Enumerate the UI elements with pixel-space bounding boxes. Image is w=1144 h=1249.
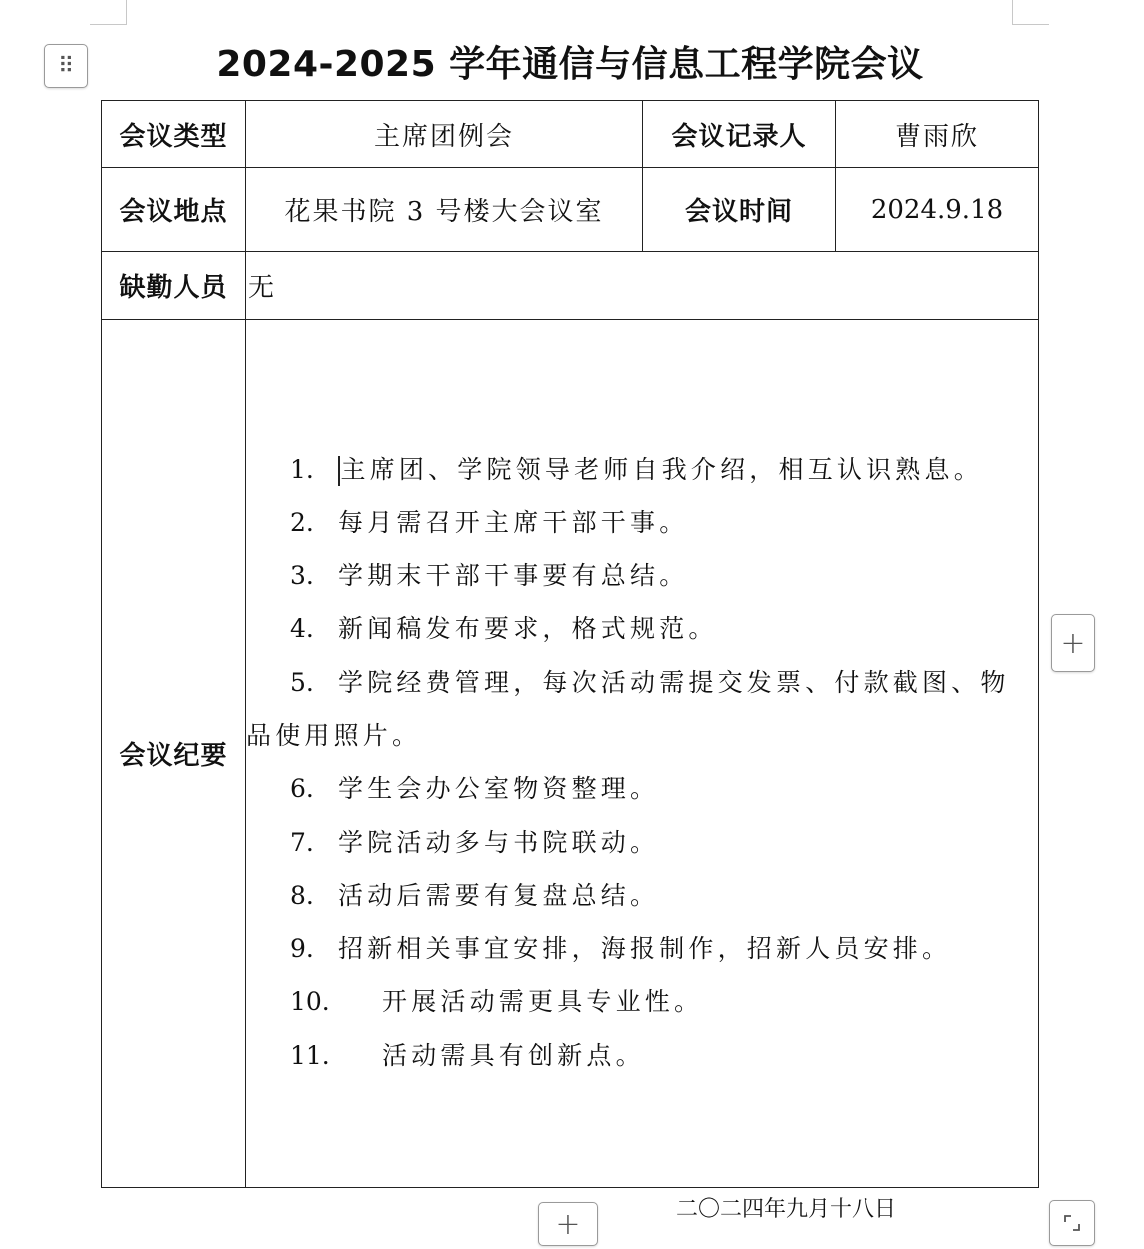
add-row-button[interactable]	[538, 1202, 598, 1246]
table-row	[102, 168, 1039, 252]
minutes-item: 10. 开展活动需更具专业性。	[290, 987, 704, 1017]
minutes-item: 1. 主席团、学院领导老师自我介绍，相互认识熟息。	[246, 443, 1038, 496]
recorder-label: 会议记录人	[643, 101, 836, 168]
table-row	[102, 101, 1039, 168]
minutes-list	[246, 443, 1038, 1083]
minutes-item: 4. 新闻稿发布要求，格式规范。	[290, 614, 718, 644]
footer-date: 二〇二四年九月十八日	[676, 1197, 897, 1222]
table-drag-handle[interactable]	[44, 44, 88, 88]
minutes-item: 6. 学生会办公室物资整理。	[290, 774, 660, 804]
time-value[interactable]: 2024.9.18	[836, 168, 1039, 252]
minutes-item: 8. 活动后需要有复盘总结。	[290, 880, 660, 910]
recorder-value[interactable]: 曹雨欣	[836, 101, 1039, 168]
plus-icon: +	[1060, 625, 1086, 661]
minutes-item: 9. 招新相关事宜安排，海报制作，招新人员安排。	[290, 934, 952, 964]
table-row	[102, 320, 1039, 1188]
minutes-label: 会议纪要	[102, 320, 246, 1188]
minutes-cell[interactable]	[246, 320, 1039, 1188]
time-label: 会议时间	[643, 168, 836, 252]
page-corner-mark-right	[1012, 0, 1049, 25]
location-label: 会议地点	[102, 168, 246, 252]
minutes-item: 5. 学院经费管理，每次活动需提交发票、付款截图、物品使用照片。	[246, 667, 1010, 750]
table-resize-handle[interactable]	[1049, 1200, 1095, 1246]
drag-handle-icon: ⠿	[57, 53, 75, 79]
absent-label: 缺勤人员	[102, 252, 246, 320]
location-value[interactable]: 花果书院 3 号楼大会议室	[246, 168, 643, 252]
minutes-item: 11. 活动需具有创新点。	[290, 1040, 645, 1070]
text-cursor	[338, 456, 340, 486]
plus-icon: +	[555, 1206, 581, 1242]
absent-value[interactable]: 无	[246, 252, 1039, 320]
minutes-item: 2. 每月需召开主席干部干事。	[290, 507, 689, 537]
add-column-button[interactable]	[1051, 614, 1095, 672]
resize-icon	[1062, 1213, 1082, 1233]
minutes-item: 3. 学期末干部干事要有总结。	[290, 561, 689, 591]
document-title: 2024-2025 学年通信与信息工程学院会议	[216, 44, 924, 85]
table-row	[102, 252, 1039, 320]
meeting-type-value[interactable]: 主席团例会	[246, 101, 643, 168]
meeting-table	[101, 100, 1039, 1188]
page-corner-mark-left	[90, 0, 127, 25]
minutes-item: 7. 学院活动多与书院联动。	[290, 827, 660, 857]
meeting-type-label: 会议类型	[102, 101, 246, 168]
